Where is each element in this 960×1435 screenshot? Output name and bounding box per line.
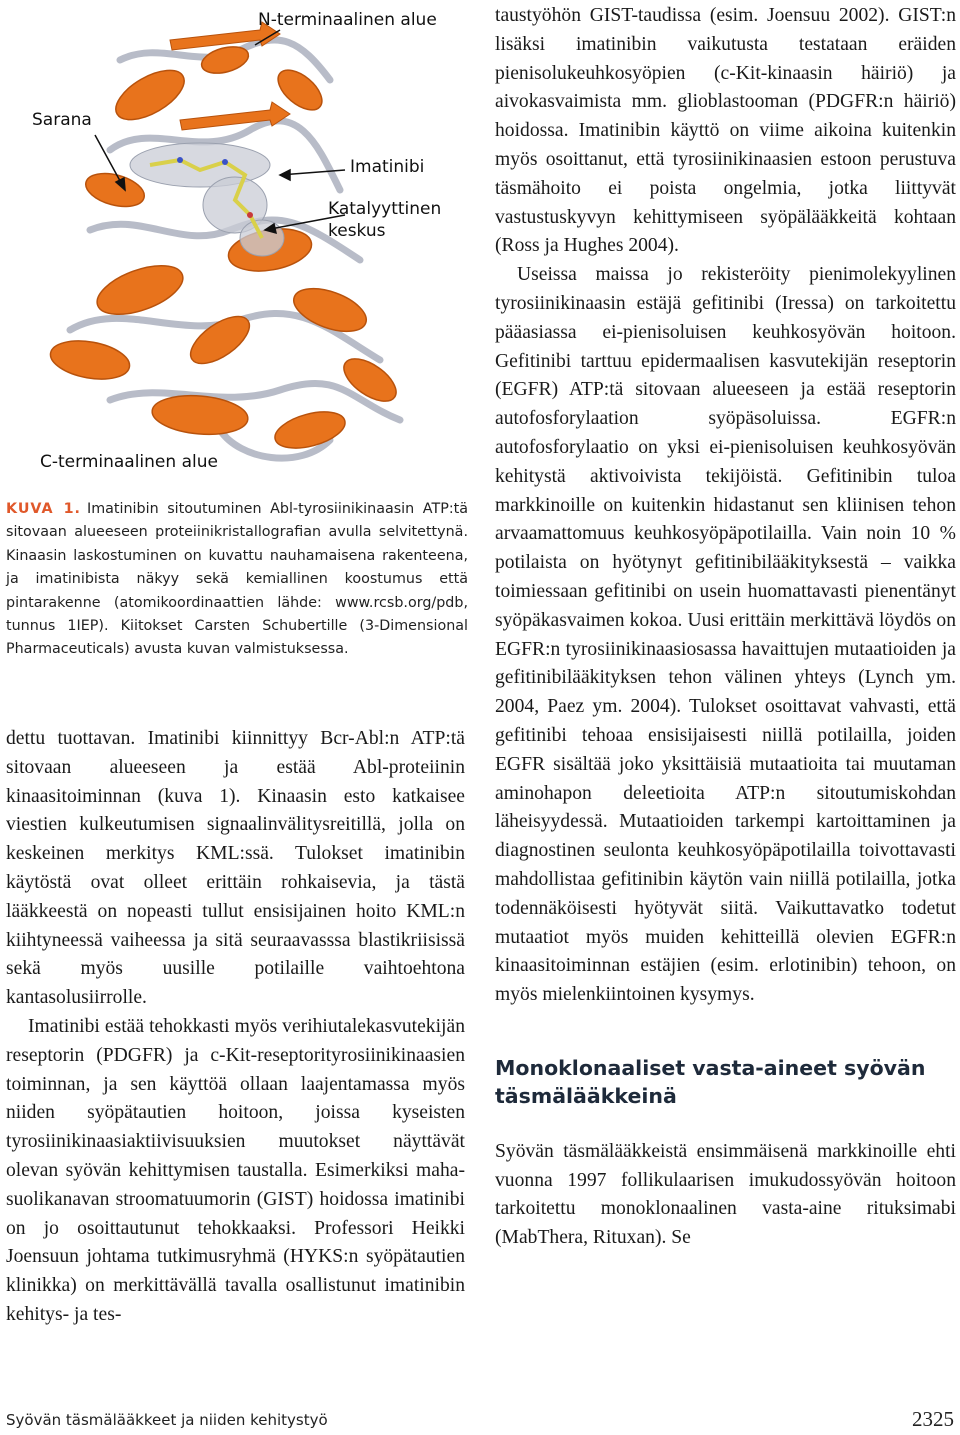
- catalytic-center-label: Katalyyttinen keskus: [328, 199, 442, 241]
- left-column: [6, 725, 465, 1330]
- n-terminal-label: N-terminaalinen alue: [258, 10, 437, 30]
- page-footer: [6, 1407, 954, 1435]
- running-title: Syövän täsmälääkkeet ja niiden kehitystyö: [6, 1411, 328, 1429]
- caption-label: KUVA 1.: [6, 501, 81, 517]
- section-heading: Monoklonaaliset vasta-aineet syövän täsmälääkkeinä: [495, 1055, 926, 1108]
- right-paragraph-2: Useissa maissa jo rekisteröity pienimolekyylinen tyrosiinikinaasin estäjä gefitinibi (Iressa) on tarkoitettu pääasiassa ei-pienisoluisen keuhkosyövän hoitoon. Gefitinibi tarttuu epidermaalisen kasvutekijän reseptorin (EGFR) ATP:tä sitovaan alueeseen ja estää reseptorin autofosforylaation syöpäsoluissa. EGFR:n autofosforylaatio on yksi ei-pienisoluisen keuhkosyövän kehitystä aktivoivista tekijöistä. Gefitinibin tuloa markkinoille on kuitenkin hidastanut sen kliinisen tehon arvaamattomuus keuhkosyöpäpotilailla. Vain noin 10 % potilaista on hyötynyt gefitinibilääkityksestä – vaikka toimiessaan gefitinibi on usein huomattavasti pienentänyt syöpäkasvaimen kokoa. Uusi erittäin merkittävä löydös on EGFR:n tyrosiinikinaasiosassa havaittujen mutaatioiden ja gefitinibilääkityksen tehon välinen yhteys (Lynch ym. 2004, Paez ym. 2004). Tulokset osoittavat vahvasti, että gefitinibi tehoaa ensisijaisesti niillä potilailla, joiden EGFR sisältää joko yksittäisiä mutaatioita tai muutaman aminohapon deleetioita ATP:n sitoutumiskohdan läheisyydessä. Mutaatioiden tarkempi kartoittaminen ja diagnostinen seulonta keuhkosyöpäpotilailla toivottavasti mahdollistaa gefitinibin käytön vain niillä potilailla, jotka todennäköisesti hyötyvät siitä. Vaikuttavatko todetut mutaatiot myös muiden kehitteillä olevien EGFR:n kinaasitoiminnan estäjien (esim. erlotinibin) tehoon, on myös mielenkiintoinen kysymys.: [495, 264, 956, 1006]
- beta-strands: [170, 22, 290, 130]
- imatinib-label: Imatinibi: [350, 157, 425, 177]
- ribbon-diagram: [0, 0, 480, 490]
- caption-text: Imatinibin sitoutuminen Abl-tyrosiinikinaasin ATP:tä sitovaan alueeseen proteiinikristallografian avulla selvitettynä. Kinaasin laskostuminen on kuvattu nauhamaisena rakenteena, ja imatinibista näkyy sekä kemiallinen koostumus että pintarakenne (atomikoordinaattien lähde: www.rcsb.org/pdb, tunnus 1IEP). Kiitokset Carsten Schubertille (3-Dimensional Pharmaceuticals) avusta kuvan valmistuksessa.: [6, 501, 468, 658]
- protein-structure-figure: [0, 0, 480, 490]
- right-paragraph-1: taustyöhön GIST-taudissa (esim. Joensuu 2002). GIST:n lisäksi imatinibin vaikutusta testataan eräiden pienisolukeuhkosyöpien (c-Kit-kinaasin häiriö) ja aivokasvaimista mm. glioblastooman (PDGFR:n häiriö) hoidossa. Imatinibin käyttö on viime aikoina kuitenkin myös osoittanut, että tyrosiinikinaasien estoon perustuva täsmähoito ei poista ongelmia, jotka liittyvät vastustuskyvyn kehittymiseen syöpälääkkeitä kohtaan (Ross ja Hughes 2004).: [495, 5, 956, 257]
- figure-caption: [6, 498, 468, 662]
- hinge-label: Sarana: [32, 110, 92, 130]
- right-paragraph-3: Syövän täsmälääkkeistä ensimmäisenä markkinoille ehti vuonna 1997 follikulaarisen imukudossyövän hoitoon tarkoitettu monoklonaalinen vasta-aine rituksimabi (MabThera, Rituxan). Se: [495, 1140, 956, 1249]
- right-column: [495, 2, 956, 1253]
- c-terminal-label: C-terminaalinen alue: [40, 452, 218, 472]
- imatinib-surface: [130, 143, 284, 256]
- page-number: 2325: [912, 1407, 954, 1431]
- left-paragraph-1: dettu tuottavan. Imatinibi kiinnittyy Bcr-Abl:n ATP:tä sitovaan alueeseen ja estää Abl-proteiinin kinaasitoiminnan (kuva 1). Kinaasin esto katkaisee viestien kulkeutumisen signaalinvälitysreitillä, jolla on keskeinen merkitys KML:ssä. Tulokset imatinibin käytöstä ovat olleet erittäin rohkaisevia, ja tästä lääkkeestä on nopeasti tullut ensisijainen hoito KML:n kiihtyneessä vaiheessa ja sitä seuraavasssa blastikriisissä sekä myös uusille potilaille vaihtoehtona kantasolusiirrolle.: [6, 728, 465, 1009]
- left-paragraph-2: Imatinibi estää tehokkasti myös verihiutalekasvutekijän reseptorin (PDGFR) ja c-Kit-reseptorityrosiinikinaasien toiminnan, ja sen käyttöä ollaan laajentamassa myös niiden syöpätautien hoitoon, joissa kyseisten tyrosiinikinaasiaktiivisuuksien muutokset näyttävät olevan syövän kehittymisen taustalla. Esimerkiksi maha-suolikanavan stroomatuumorin (GIST) hoidossa imatinibi on jo osoittautunut tehokkaaksi. Professori Heikki Joensuun johtama tutkimusryhmä (HYKS:n syöpätautien klinikka) on merkittävällä tavalla osallistunut imatinibin kehitys- ja tes-: [6, 1015, 465, 1325]
